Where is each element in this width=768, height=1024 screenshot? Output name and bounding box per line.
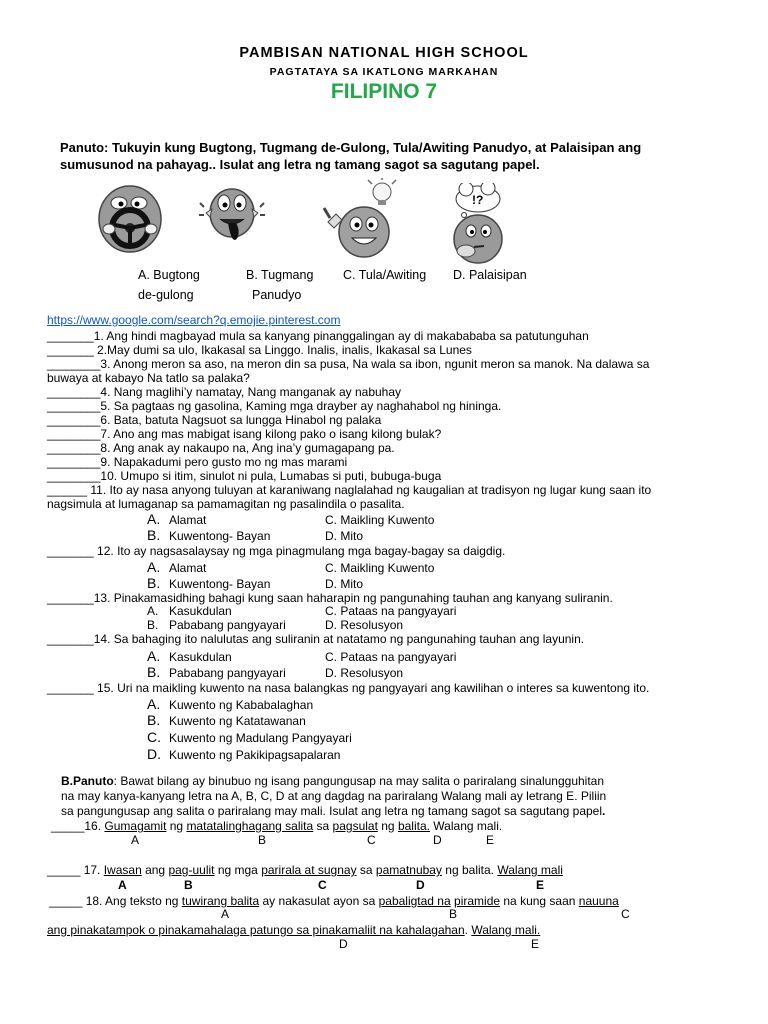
lightbulb-idea-emoji-icon [320, 178, 405, 263]
part-b-instruction-1: B.Panuto: Bawat bilang ay binubuo ng isang pangungusap na may salita o pariralang sinalungguhitan [61, 774, 605, 788]
question-7: ________7. Ano ang mas mabigat isang kilong pako o isang kilong bulak? [47, 427, 442, 441]
question-8: ________8. Ang anak ay nakaupo na, Ang ina’y gumagapang pa. [47, 441, 395, 455]
q13-option-c: C. Pataas na pangyayari [325, 604, 457, 618]
question-3-cont: buwaya at kabayo Na tatlo sa palaka? [47, 371, 250, 385]
q15-option-b: B. Kuwento ng Katatawanan [147, 712, 306, 728]
question-11-cont: nagsimula at lumaganap sa pamamagitan ng pasalindila o pasalita. [47, 497, 405, 511]
q16-letter-d: D [433, 833, 442, 847]
q11-option-b: B. Kuwentong- Bayan [147, 527, 271, 543]
question-10: ________10. Umupo si itim, sinulot ni pula, Lumabas si puti, bubuga-buga [47, 469, 442, 483]
q16-letter-e: E [486, 833, 495, 847]
part-b-instruction-2: na may kanya-kanyang letra na A, B, C, D at ang dagdag na pariralang Walang mali ay letrang E. Piliin [61, 789, 607, 803]
q18-letter-a: A [221, 907, 230, 921]
choice-b-line-2: Panudyo [252, 288, 302, 302]
question-5: ________5. Sa pagtaas ng gasolina, Kaming mga drayber ay naghahabol ng hininga. [47, 399, 502, 413]
q12-option-b: B. Kuwentong- Bayan [147, 575, 271, 591]
subject-title: FILIPINO 7 [330, 80, 438, 103]
q11-option-a: A. Alamat [147, 511, 207, 527]
q11-option-d: D. Mito [325, 529, 364, 543]
tongue-out-emoji-icon [198, 185, 266, 255]
question-18: _____ 18. Ang teksto ng tuwirang balita ay nakasulat ayon sa pabaligtad na piramide na kung saan nauuna [49, 894, 619, 908]
question-15: _______ 15. Uri na maikling kuwento na nasa balangkas ng pangyayari ang kawilihan o interes sa kuwentong ito. [47, 681, 650, 695]
q18-letter-e: E [531, 937, 540, 951]
q13-option-d: D. Resolusyon [325, 618, 404, 632]
q11-option-c: C. Maikling Kuwento [325, 513, 435, 527]
school-name: PAMBISAN NATIONAL HIGH SCHOOL [239, 45, 529, 61]
q15-option-c: C. Kuwento ng Madulang Pangyayari [147, 729, 352, 745]
question-3: ________3. Anong meron sa aso, na meron din sa pusa, Na wala sa ibon, ngunit meron sa manok. Na dalawa sa [47, 357, 650, 371]
q17-letter-d: D [416, 878, 425, 892]
choice-c-line-1: C. Tula/Awiting [343, 268, 427, 282]
svg-text:!?: !? [472, 193, 484, 207]
q17-letter-e: E [536, 878, 545, 892]
steering-wheel-emoji-icon [95, 183, 165, 258]
question-1: _______1. Ang hindi magbayad mula sa kanyang pinanggalingan ay di makabababa sa patutunguhan [47, 329, 589, 343]
part-b-instruction-3: sa pangungusap ang salita o pariralang may mali. Isulat ang letra ng tamang sagot sa sagutang papel. [61, 804, 606, 818]
instruction-line-2: sumusunod na pahayag.. Isulat ang letra ng tamang sagot sa sagutang papel. [60, 157, 540, 172]
q14-option-a: A. Kasukdulan [147, 648, 232, 664]
question-6: ________6. Bata, batuta Nagsuot sa lungga Hinabol ng palaka [47, 413, 382, 427]
instruction-line-1: Panuto: Tukuyin kung Bugtong, Tugmang de-Gulong, Tula/Awiting Panudyo, at Palaisipan ang [60, 140, 642, 155]
q12-option-d: D. Mito [325, 577, 364, 591]
q18-letter-c: C [621, 907, 630, 921]
source-link[interactable]: https://www.google.com/search?q.emojie.pinterest.com [47, 313, 341, 327]
q18-letter-d: D [339, 937, 348, 951]
q17-letter-b: B [184, 878, 193, 892]
q12-option-c: C. Maikling Kuwento [325, 561, 435, 575]
q17-letter-c: C [318, 878, 327, 892]
choice-d-line-1: D. Palaisipan [453, 268, 527, 282]
question-11: ______ 11. Ito ay nasa anyong tuluyan at karaniwang naglalahad ng kaugalian at tradisyon ng lugar kung saan ito [47, 483, 652, 497]
question-13: _______13. Pinakamasidhing bahagi kung saan haharapin ng pangunahing tauhan ang kanyang suliranin. [47, 591, 613, 605]
question-14: _______14. Sa bahaging ito nalulutas ang suliranin at natatamo ng pangunahing tauhan ang layunin. [47, 632, 585, 646]
q13-option-a: A. Kasukdulan [147, 604, 232, 618]
question-17: _____ 17. Iwasan ang pag-uulit ng mga parirala at sugnay sa pamatnubay ng balita. Walang mali [47, 863, 563, 877]
q15-option-d: D. Kuwento ng Pakikipagsapalaran [147, 746, 341, 762]
q15-option-a: A. Kuwento ng Kababalaghan [147, 696, 314, 712]
q14-option-c: C. Pataas na pangyayari [325, 650, 457, 664]
question-18-cont: ang pinakatampok o pinakamahalaga patungo sa pinakamaliit na kahalagahan. Walang mali. [47, 923, 541, 937]
question-4: ________4. Nang maglihi’y namatay, Nang manganak ay nabuhay [47, 385, 402, 399]
q16-letter-b: B [258, 833, 267, 847]
choice-b-line-1: B. Tugmang [246, 268, 314, 282]
q12-option-a: A. Alamat [147, 559, 207, 575]
question-16: _____16. Gumagamit ng matatalinghagang salita sa pagsulat ng balita. Walang mali. [51, 819, 503, 833]
choice-a-line-2: de-gulong [138, 288, 194, 302]
exam-title: PAGTATAYA SA IKATLONG MARKAHAN [269, 66, 499, 78]
choice-a-line-1: A. Bugtong [138, 268, 200, 282]
question-9: ________9. Napakadumi pero gusto mo ng mas marami [47, 455, 348, 469]
q16-letter-a: A [131, 833, 140, 847]
question-12: _______ 12. Ito ay nagsasalaysay ng mga pinagmulang mga bagay-bagay sa daigdig. [47, 544, 506, 558]
q14-option-d: D. Resolusyon [325, 666, 404, 680]
thinking-emoji-icon [436, 183, 521, 265]
q16-letter-c: C [367, 833, 376, 847]
q17-letter-a: A [118, 878, 127, 892]
q13-option-b: B. Pababang pangyayari [147, 618, 286, 632]
question-2: _______ 2.May dumi sa ulo, Ikakasal sa Linggo. Inalis, inalis, Ikakasal sa Lunes [47, 343, 472, 357]
q18-letter-b: B [449, 907, 458, 921]
q14-option-b: B. Pababang pangyayari [147, 664, 286, 680]
